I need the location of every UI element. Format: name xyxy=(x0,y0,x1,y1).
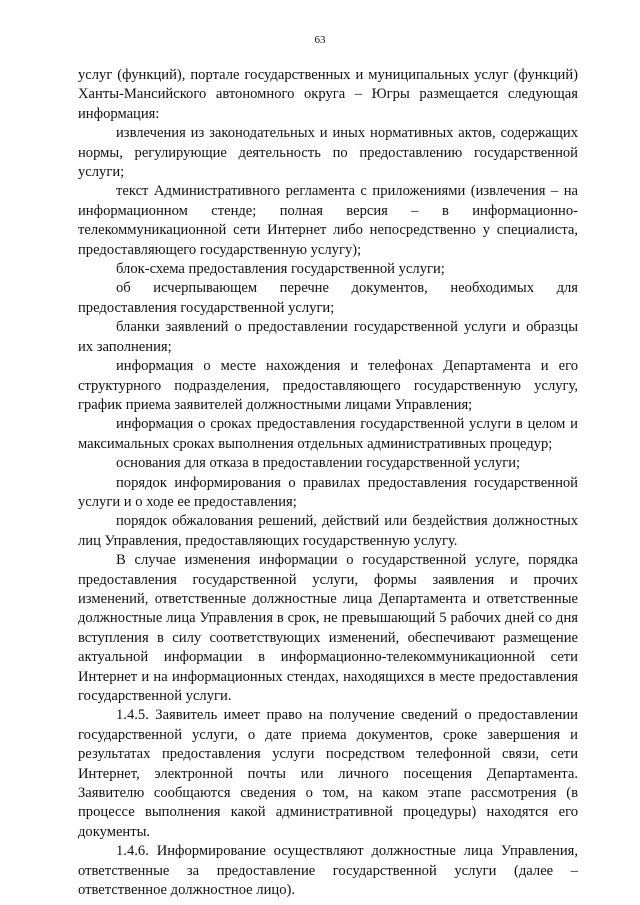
paragraph-section-1-4-5: 1.4.5. Заявитель имеет право на получение сведений о предоставлении государственной услуги, о дате приема документов, сроке завершения и результатах предоставления услуги посредством телефонной связи, сети Интернет, электронной почты или личного посещения Департамента. Заявителю сообщаются сведения о том, на каком этапе рассмотрения (в процессе выполнения какой административной процедуры) находятся его документы. xyxy=(78,707,578,840)
paragraph: порядок информирования о правилах предоставления государственной услуги и о ходе ее предоставления; xyxy=(78,474,578,510)
paragraph: бланки заявлений о предоставлении государственной услуги и образцы их заполнения; xyxy=(78,319,578,355)
paragraph-section-1-4-6: 1.4.6. Информирование осуществляют должностные лица Управления, ответственные за предоставление государственной услуги (далее – ответственное должностное лицо). xyxy=(78,843,578,899)
paragraph: порядок обжалования решений, действий или бездействия должностных лиц Управления, предоставляющих государственную услугу. xyxy=(78,513,578,549)
paragraph: информация о сроках предоставления государственной услуги в целом и максимальных сроках выполнения отдельных административных процедур; xyxy=(78,416,578,452)
paragraph: текст Административного регламента с приложениями (извлечения – на информационном стенде; полная версия – в информационно-телекоммуникационной сети Интернет либо непосредственно у специалиста, предоставляющего государственную услугу); xyxy=(78,183,578,258)
paragraph: В случае изменения информации о государственной услуге, порядка предоставления государственной услуги, формы заявления и прочих изменений, ответственные должностные лица Департамента и ответственные должностные лица Управления в срок, не превышающий 5 рабочих дней со дня вступления в силу соответствующих изменений, обеспечивают размещение актуальной информации в информационно-телекоммуникационной сети Интернет и на информационных стендах, находящихся в месте предоставления государственной услуги. xyxy=(78,552,578,704)
paragraph-continuation: услуг (функций), портале государственных и муниципальных услуг (функций) Ханты-Мансийского автономного округа – Югры размещается следующая информация: xyxy=(78,67,578,122)
paragraph: блок-схема предоставления государственной услуги; xyxy=(116,261,445,278)
paragraph: об исчерпывающем перечне документов, необходимых для предоставления государственной услуги; xyxy=(78,280,578,316)
page-number: 63 xyxy=(314,34,326,46)
paragraph: основания для отказа в предоставлении государственной услуги; xyxy=(116,455,521,472)
paragraph: извлечения из законодательных и иных нормативных актов, содержащих нормы, регулирующие деятельность по предоставлению государственной услуги; xyxy=(78,125,578,181)
paragraph: информация о месте нахождения и телефонах Департамента и его структурного подразделения, предоставляющего государственную услугу, график приема заявителей должностными лицами Управления; xyxy=(78,358,578,413)
document-body xyxy=(78,66,578,900)
